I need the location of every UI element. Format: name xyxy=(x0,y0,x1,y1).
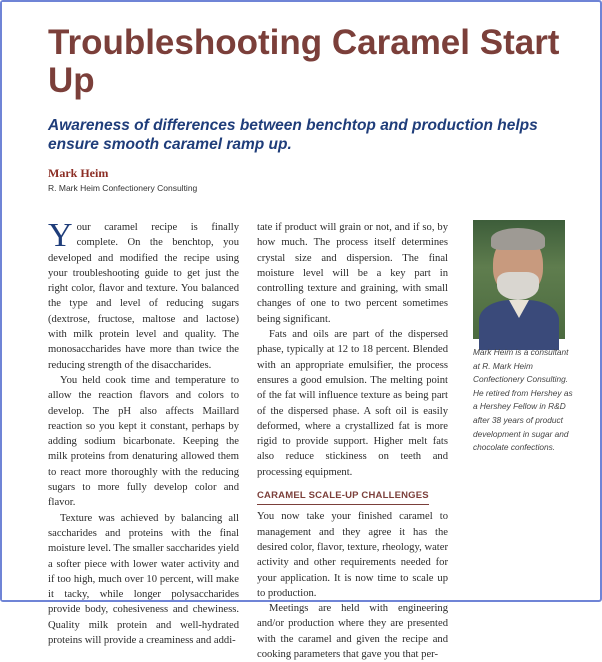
paragraph: Texture was achieved by balancing all saccharides and proteins with the final moisture level. The smaller saccharides yield a softer piece with lower water activity and if too high, much over 10 percent, will make it tacky, while longer polysaccharides provide body, cohesiveness and chewiness. Quality milk protein and well-hydrated proteins will provide a creaminess and addi- xyxy=(48,512,240,647)
photo-hair xyxy=(491,228,545,250)
paragraph: You held cook time and temperature to allow the reaction flavors and colors to develop. The pH also affects Maillard reaction so you kept it constant, perhaps by adding sodium bicarbonate. Keeping the milk proteins from denaturing allowed them to react more thoroughly with the reducing sugars to more fully develop color and flavor. xyxy=(48,374,239,509)
article-title: Troubleshooting Caramel Start Up xyxy=(48,23,560,100)
photo-caption: Mark Heim is a consultant at R. Mark Heim Confectionery Consulting. He retired from Hershey as a Hershey Fellow in R&D after 38 years of product development in sugar and chocolate confections. xyxy=(473,347,573,453)
section-heading: CARAMEL SCALE-UP CHALLENGES xyxy=(257,488,429,505)
drop-cap: Y xyxy=(48,217,73,254)
paragraph: Meetings are held with engineering and/or production where they are presented with the caramel and given the recipe and cooking parameters that gave you that per- xyxy=(257,603,448,661)
author-name: Mark Heim xyxy=(48,166,109,180)
photo-beard xyxy=(497,272,539,300)
paragraph-text: our caramel recipe is finally complete. On the benchtop, you developed and modified the recipe using your troubleshooting guide to get just the right color, flavor and texture. You balanced the type and level of reducing sugars (dextrose, fructose, maltose and lactose) with milk protein level and quality. The monosaccharides have more than twice the reducing strength of the disaccharides. xyxy=(48,222,239,371)
author-photo xyxy=(473,220,565,339)
body-column-2 xyxy=(257,220,448,662)
body-column-1 xyxy=(48,217,240,648)
paragraph: You now take your finished caramel to management and they agree it has the desired color, flavor, texture, rheology, water activity and other requirements needed for your application. It is now time to scale up to production. xyxy=(257,511,448,599)
article-subtitle: Awareness of differences between benchtop and production helps ensure smooth caramel ramp up. xyxy=(48,117,538,153)
paragraph: Fats and oils are part of the dispersed phase, typically at 12 to 18 percent. Blended with an appropriate emulsifier, the process ensures a good emulsion. The melting point of the fat will influence texture as being part of the dispersed phase. A soft oil is easily deformed, where a crystallized fat is more rigid to provide support. Higher melt fats also reduce stickiness on teeth and processing equipment. xyxy=(257,329,448,478)
paragraph xyxy=(48,217,239,373)
author-affiliation: R. Mark Heim Confectionery Consulting xyxy=(48,183,198,193)
paragraph: tate if product will grain or not, and if so, by how much. The process itself determines crystal size and dispersion. The final moisture level will be a key part in controlling texture and graining, with small changes of one to two percent sometimes being significant. xyxy=(257,222,448,325)
article-page xyxy=(2,2,598,661)
